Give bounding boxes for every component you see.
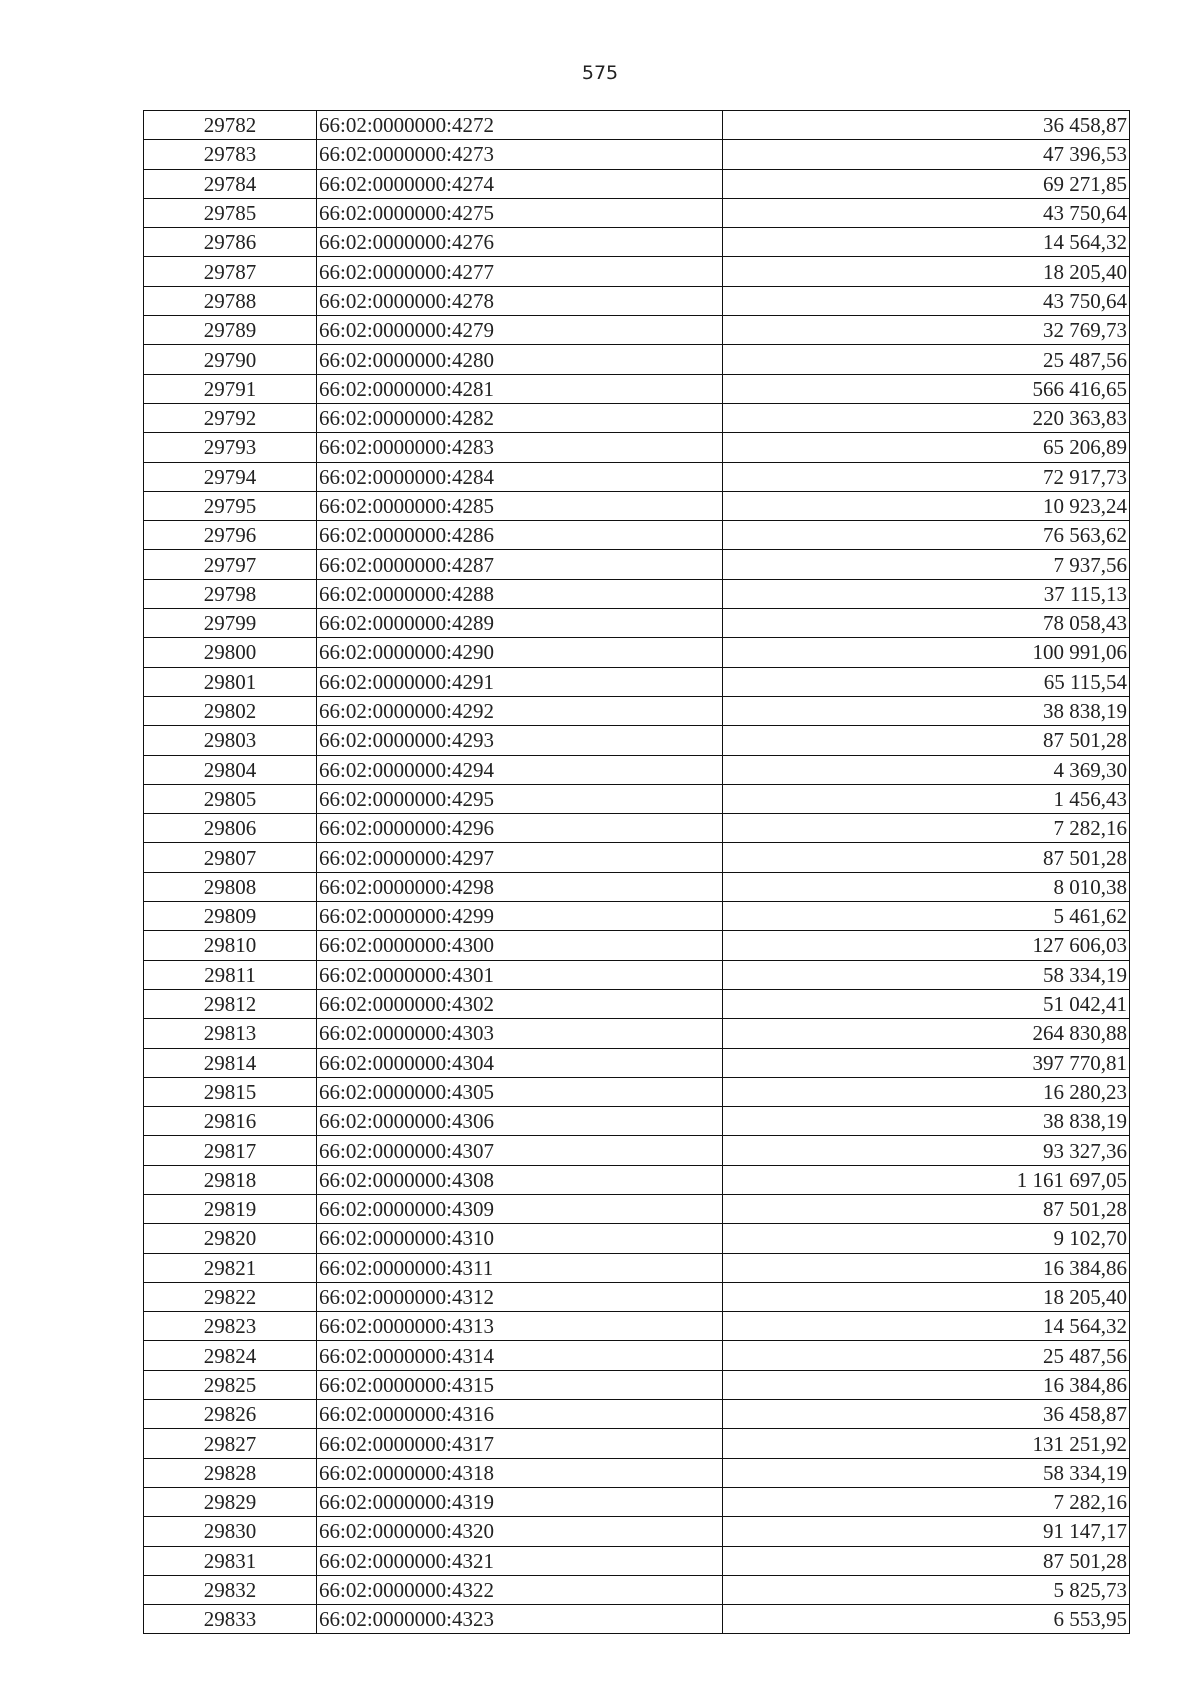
row-number-cell: 29812 <box>144 989 317 1018</box>
table-row <box>144 1605 1130 1634</box>
cadastral-number-cell: 66:02:0000000:4287 <box>317 550 723 579</box>
table-row <box>144 1546 1130 1575</box>
cadastral-value-cell: 7 282,16 <box>723 1487 1130 1516</box>
row-number-cell: 29800 <box>144 638 317 667</box>
cadastral-value-cell: 16 280,23 <box>723 1077 1130 1106</box>
row-number-cell: 29786 <box>144 228 317 257</box>
cadastral-value-table <box>143 110 1130 1634</box>
table-row <box>144 228 1130 257</box>
cadastral-number-cell: 66:02:0000000:4309 <box>317 1194 723 1223</box>
cadastral-value-cell: 264 830,88 <box>723 1019 1130 1048</box>
row-number-cell: 29791 <box>144 374 317 403</box>
cadastral-value-cell: 7 937,56 <box>723 550 1130 579</box>
row-number-cell: 29824 <box>144 1341 317 1370</box>
row-number-cell: 29820 <box>144 1224 317 1253</box>
cadastral-value-cell: 4 369,30 <box>723 755 1130 784</box>
cadastral-value-cell: 6 553,95 <box>723 1605 1130 1634</box>
table-row <box>144 931 1130 960</box>
table-row <box>144 1575 1130 1604</box>
cadastral-number-cell: 66:02:0000000:4297 <box>317 843 723 872</box>
row-number-cell: 29825 <box>144 1370 317 1399</box>
cadastral-value-cell: 69 271,85 <box>723 169 1130 198</box>
table-row <box>144 579 1130 608</box>
row-number-cell: 29805 <box>144 784 317 813</box>
row-number-cell: 29833 <box>144 1605 317 1634</box>
row-number-cell: 29798 <box>144 579 317 608</box>
row-number-cell: 29813 <box>144 1019 317 1048</box>
cadastral-number-cell: 66:02:0000000:4312 <box>317 1282 723 1311</box>
cadastral-value-cell: 58 334,19 <box>723 960 1130 989</box>
cadastral-value-cell: 32 769,73 <box>723 316 1130 345</box>
cadastral-number-cell: 66:02:0000000:4293 <box>317 726 723 755</box>
cadastral-value-cell: 8 010,38 <box>723 872 1130 901</box>
cadastral-value-cell: 14 564,32 <box>723 1312 1130 1341</box>
cadastral-number-cell: 66:02:0000000:4274 <box>317 169 723 198</box>
cadastral-value-cell: 566 416,65 <box>723 374 1130 403</box>
cadastral-number-cell: 66:02:0000000:4305 <box>317 1077 723 1106</box>
table-row <box>144 1282 1130 1311</box>
table-row <box>144 140 1130 169</box>
row-number-cell: 29811 <box>144 960 317 989</box>
cadastral-value-cell: 91 147,17 <box>723 1517 1130 1546</box>
cadastral-value-cell: 10 923,24 <box>723 491 1130 520</box>
cadastral-value-cell: 36 458,87 <box>723 1400 1130 1429</box>
table-row <box>144 814 1130 843</box>
row-number-cell: 29795 <box>144 491 317 520</box>
cadastral-value-cell: 87 501,28 <box>723 843 1130 872</box>
cadastral-value-cell: 127 606,03 <box>723 931 1130 960</box>
cadastral-number-cell: 66:02:0000000:4290 <box>317 638 723 667</box>
table-row <box>144 286 1130 315</box>
table-row <box>144 1253 1130 1282</box>
row-number-cell: 29819 <box>144 1194 317 1223</box>
cadastral-value-cell: 78 058,43 <box>723 609 1130 638</box>
cadastral-value-cell: 14 564,32 <box>723 228 1130 257</box>
row-number-cell: 29821 <box>144 1253 317 1282</box>
cadastral-number-cell: 66:02:0000000:4306 <box>317 1107 723 1136</box>
row-number-cell: 29804 <box>144 755 317 784</box>
cadastral-number-cell: 66:02:0000000:4275 <box>317 198 723 227</box>
row-number-cell: 29829 <box>144 1487 317 1516</box>
row-number-cell: 29818 <box>144 1165 317 1194</box>
table-row <box>144 374 1130 403</box>
row-number-cell: 29802 <box>144 696 317 725</box>
cadastral-value-cell: 16 384,86 <box>723 1253 1130 1282</box>
cadastral-value-cell: 58 334,19 <box>723 1458 1130 1487</box>
cadastral-value-cell: 131 251,92 <box>723 1429 1130 1458</box>
row-number-cell: 29784 <box>144 169 317 198</box>
cadastral-number-cell: 66:02:0000000:4291 <box>317 667 723 696</box>
row-number-cell: 29801 <box>144 667 317 696</box>
cadastral-number-cell: 66:02:0000000:4314 <box>317 1341 723 1370</box>
cadastral-number-cell: 66:02:0000000:4315 <box>317 1370 723 1399</box>
row-number-cell: 29822 <box>144 1282 317 1311</box>
table-row <box>144 403 1130 432</box>
cadastral-value-cell: 76 563,62 <box>723 521 1130 550</box>
table-row <box>144 1165 1130 1194</box>
table-row <box>144 726 1130 755</box>
table-row <box>144 843 1130 872</box>
row-number-cell: 29827 <box>144 1429 317 1458</box>
table-row <box>144 1224 1130 1253</box>
cadastral-number-cell: 66:02:0000000:4313 <box>317 1312 723 1341</box>
table-row <box>144 198 1130 227</box>
cadastral-number-cell: 66:02:0000000:4286 <box>317 521 723 550</box>
row-number-cell: 29816 <box>144 1107 317 1136</box>
cadastral-number-cell: 66:02:0000000:4317 <box>317 1429 723 1458</box>
table-row <box>144 521 1130 550</box>
table-row <box>144 696 1130 725</box>
cadastral-value-cell: 65 206,89 <box>723 433 1130 462</box>
row-number-cell: 29783 <box>144 140 317 169</box>
table-row <box>144 1458 1130 1487</box>
row-number-cell: 29793 <box>144 433 317 462</box>
table-row <box>144 1077 1130 1106</box>
cadastral-number-cell: 66:02:0000000:4321 <box>317 1546 723 1575</box>
cadastral-number-cell: 66:02:0000000:4301 <box>317 960 723 989</box>
cadastral-value-cell: 36 458,87 <box>723 111 1130 140</box>
cadastral-value-cell: 65 115,54 <box>723 667 1130 696</box>
row-number-cell: 29796 <box>144 521 317 550</box>
table-row <box>144 1341 1130 1370</box>
cadastral-value-cell: 93 327,36 <box>723 1136 1130 1165</box>
table-row <box>144 1517 1130 1546</box>
cadastral-value-cell: 9 102,70 <box>723 1224 1130 1253</box>
row-number-cell: 29789 <box>144 316 317 345</box>
cadastral-number-cell: 66:02:0000000:4285 <box>317 491 723 520</box>
cadastral-value-cell: 5 461,62 <box>723 902 1130 931</box>
row-number-cell: 29832 <box>144 1575 317 1604</box>
row-number-cell: 29797 <box>144 550 317 579</box>
cadastral-number-cell: 66:02:0000000:4304 <box>317 1048 723 1077</box>
row-number-cell: 29794 <box>144 462 317 491</box>
row-number-cell: 29788 <box>144 286 317 315</box>
table-row <box>144 667 1130 696</box>
cadastral-value-cell: 7 282,16 <box>723 814 1130 843</box>
cadastral-number-cell: 66:02:0000000:4322 <box>317 1575 723 1604</box>
row-number-cell: 29803 <box>144 726 317 755</box>
cadastral-number-cell: 66:02:0000000:4303 <box>317 1019 723 1048</box>
cadastral-number-cell: 66:02:0000000:4283 <box>317 433 723 462</box>
row-number-cell: 29810 <box>144 931 317 960</box>
cadastral-number-cell: 66:02:0000000:4299 <box>317 902 723 931</box>
row-number-cell: 29823 <box>144 1312 317 1341</box>
table-row <box>144 872 1130 901</box>
cadastral-value-cell: 18 205,40 <box>723 1282 1130 1311</box>
table-row <box>144 1487 1130 1516</box>
cadastral-number-cell: 66:02:0000000:4288 <box>317 579 723 608</box>
cadastral-number-cell: 66:02:0000000:4298 <box>317 872 723 901</box>
row-number-cell: 29817 <box>144 1136 317 1165</box>
row-number-cell: 29790 <box>144 345 317 374</box>
table-row <box>144 462 1130 491</box>
table-body <box>144 111 1130 1634</box>
table-row <box>144 1429 1130 1458</box>
table-row <box>144 755 1130 784</box>
cadastral-value-cell: 397 770,81 <box>723 1048 1130 1077</box>
table-row <box>144 1400 1130 1429</box>
cadastral-number-cell: 66:02:0000000:4284 <box>317 462 723 491</box>
table-row <box>144 111 1130 140</box>
table-row <box>144 1194 1130 1223</box>
table-row <box>144 169 1130 198</box>
row-number-cell: 29782 <box>144 111 317 140</box>
cadastral-value-cell: 25 487,56 <box>723 1341 1130 1370</box>
row-number-cell: 29826 <box>144 1400 317 1429</box>
cadastral-number-cell: 66:02:0000000:4282 <box>317 403 723 432</box>
cadastral-number-cell: 66:02:0000000:4319 <box>317 1487 723 1516</box>
table-row <box>144 1312 1130 1341</box>
row-number-cell: 29831 <box>144 1546 317 1575</box>
cadastral-value-cell: 87 501,28 <box>723 1194 1130 1223</box>
cadastral-value-cell: 47 396,53 <box>723 140 1130 169</box>
cadastral-value-cell: 1 161 697,05 <box>723 1165 1130 1194</box>
table-row <box>144 609 1130 638</box>
table-row <box>144 1107 1130 1136</box>
cadastral-value-cell: 38 838,19 <box>723 696 1130 725</box>
cadastral-number-cell: 66:02:0000000:4273 <box>317 140 723 169</box>
cadastral-number-cell: 66:02:0000000:4277 <box>317 257 723 286</box>
cadastral-number-cell: 66:02:0000000:4276 <box>317 228 723 257</box>
cadastral-number-cell: 66:02:0000000:4295 <box>317 784 723 813</box>
table-row <box>144 989 1130 1018</box>
cadastral-number-cell: 66:02:0000000:4308 <box>317 1165 723 1194</box>
cadastral-value-cell: 87 501,28 <box>723 1546 1130 1575</box>
cadastral-number-cell: 66:02:0000000:4278 <box>317 286 723 315</box>
row-number-cell: 29792 <box>144 403 317 432</box>
cadastral-value-cell: 25 487,56 <box>723 345 1130 374</box>
table-row <box>144 345 1130 374</box>
cadastral-number-cell: 66:02:0000000:4318 <box>317 1458 723 1487</box>
cadastral-number-cell: 66:02:0000000:4279 <box>317 316 723 345</box>
row-number-cell: 29808 <box>144 872 317 901</box>
cadastral-value-cell: 51 042,41 <box>723 989 1130 1018</box>
cadastral-number-cell: 66:02:0000000:4280 <box>317 345 723 374</box>
table-row <box>144 1136 1130 1165</box>
cadastral-number-cell: 66:02:0000000:4302 <box>317 989 723 1018</box>
table-row <box>144 638 1130 667</box>
cadastral-number-cell: 66:02:0000000:4289 <box>317 609 723 638</box>
row-number-cell: 29815 <box>144 1077 317 1106</box>
row-number-cell: 29807 <box>144 843 317 872</box>
row-number-cell: 29814 <box>144 1048 317 1077</box>
cadastral-value-cell: 100 991,06 <box>723 638 1130 667</box>
cadastral-number-cell: 66:02:0000000:4281 <box>317 374 723 403</box>
cadastral-value-cell: 16 384,86 <box>723 1370 1130 1399</box>
cadastral-number-cell: 66:02:0000000:4296 <box>317 814 723 843</box>
cadastral-value-cell: 37 115,13 <box>723 579 1130 608</box>
row-number-cell: 29806 <box>144 814 317 843</box>
table-row <box>144 902 1130 931</box>
cadastral-value-cell: 220 363,83 <box>723 403 1130 432</box>
cadastral-number-cell: 66:02:0000000:4292 <box>317 696 723 725</box>
row-number-cell: 29809 <box>144 902 317 931</box>
cadastral-number-cell: 66:02:0000000:4311 <box>317 1253 723 1282</box>
cadastral-value-cell: 43 750,64 <box>723 198 1130 227</box>
table-row <box>144 784 1130 813</box>
row-number-cell: 29799 <box>144 609 317 638</box>
row-number-cell: 29830 <box>144 1517 317 1546</box>
table-row <box>144 550 1130 579</box>
table-row <box>144 1019 1130 1048</box>
row-number-cell: 29828 <box>144 1458 317 1487</box>
cadastral-number-cell: 66:02:0000000:4310 <box>317 1224 723 1253</box>
cadastral-number-cell: 66:02:0000000:4307 <box>317 1136 723 1165</box>
table-row <box>144 316 1130 345</box>
table-row <box>144 1370 1130 1399</box>
page-number: 575 <box>581 62 619 84</box>
row-number-cell: 29787 <box>144 257 317 286</box>
cadastral-value-cell: 72 917,73 <box>723 462 1130 491</box>
table-row <box>144 1048 1130 1077</box>
cadastral-value-cell: 18 205,40 <box>723 257 1130 286</box>
table-row <box>144 433 1130 462</box>
cadastral-number-cell: 66:02:0000000:4323 <box>317 1605 723 1634</box>
cadastral-value-cell: 38 838,19 <box>723 1107 1130 1136</box>
cadastral-number-cell: 66:02:0000000:4272 <box>317 111 723 140</box>
table-row <box>144 960 1130 989</box>
cadastral-value-cell: 5 825,73 <box>723 1575 1130 1604</box>
cadastral-number-cell: 66:02:0000000:4316 <box>317 1400 723 1429</box>
cadastral-value-cell: 43 750,64 <box>723 286 1130 315</box>
cadastral-value-cell: 87 501,28 <box>723 726 1130 755</box>
table-row <box>144 257 1130 286</box>
cadastral-number-cell: 66:02:0000000:4294 <box>317 755 723 784</box>
cadastral-number-cell: 66:02:0000000:4320 <box>317 1517 723 1546</box>
row-number-cell: 29785 <box>144 198 317 227</box>
cadastral-value-cell: 1 456,43 <box>723 784 1130 813</box>
cadastral-number-cell: 66:02:0000000:4300 <box>317 931 723 960</box>
table-row <box>144 491 1130 520</box>
